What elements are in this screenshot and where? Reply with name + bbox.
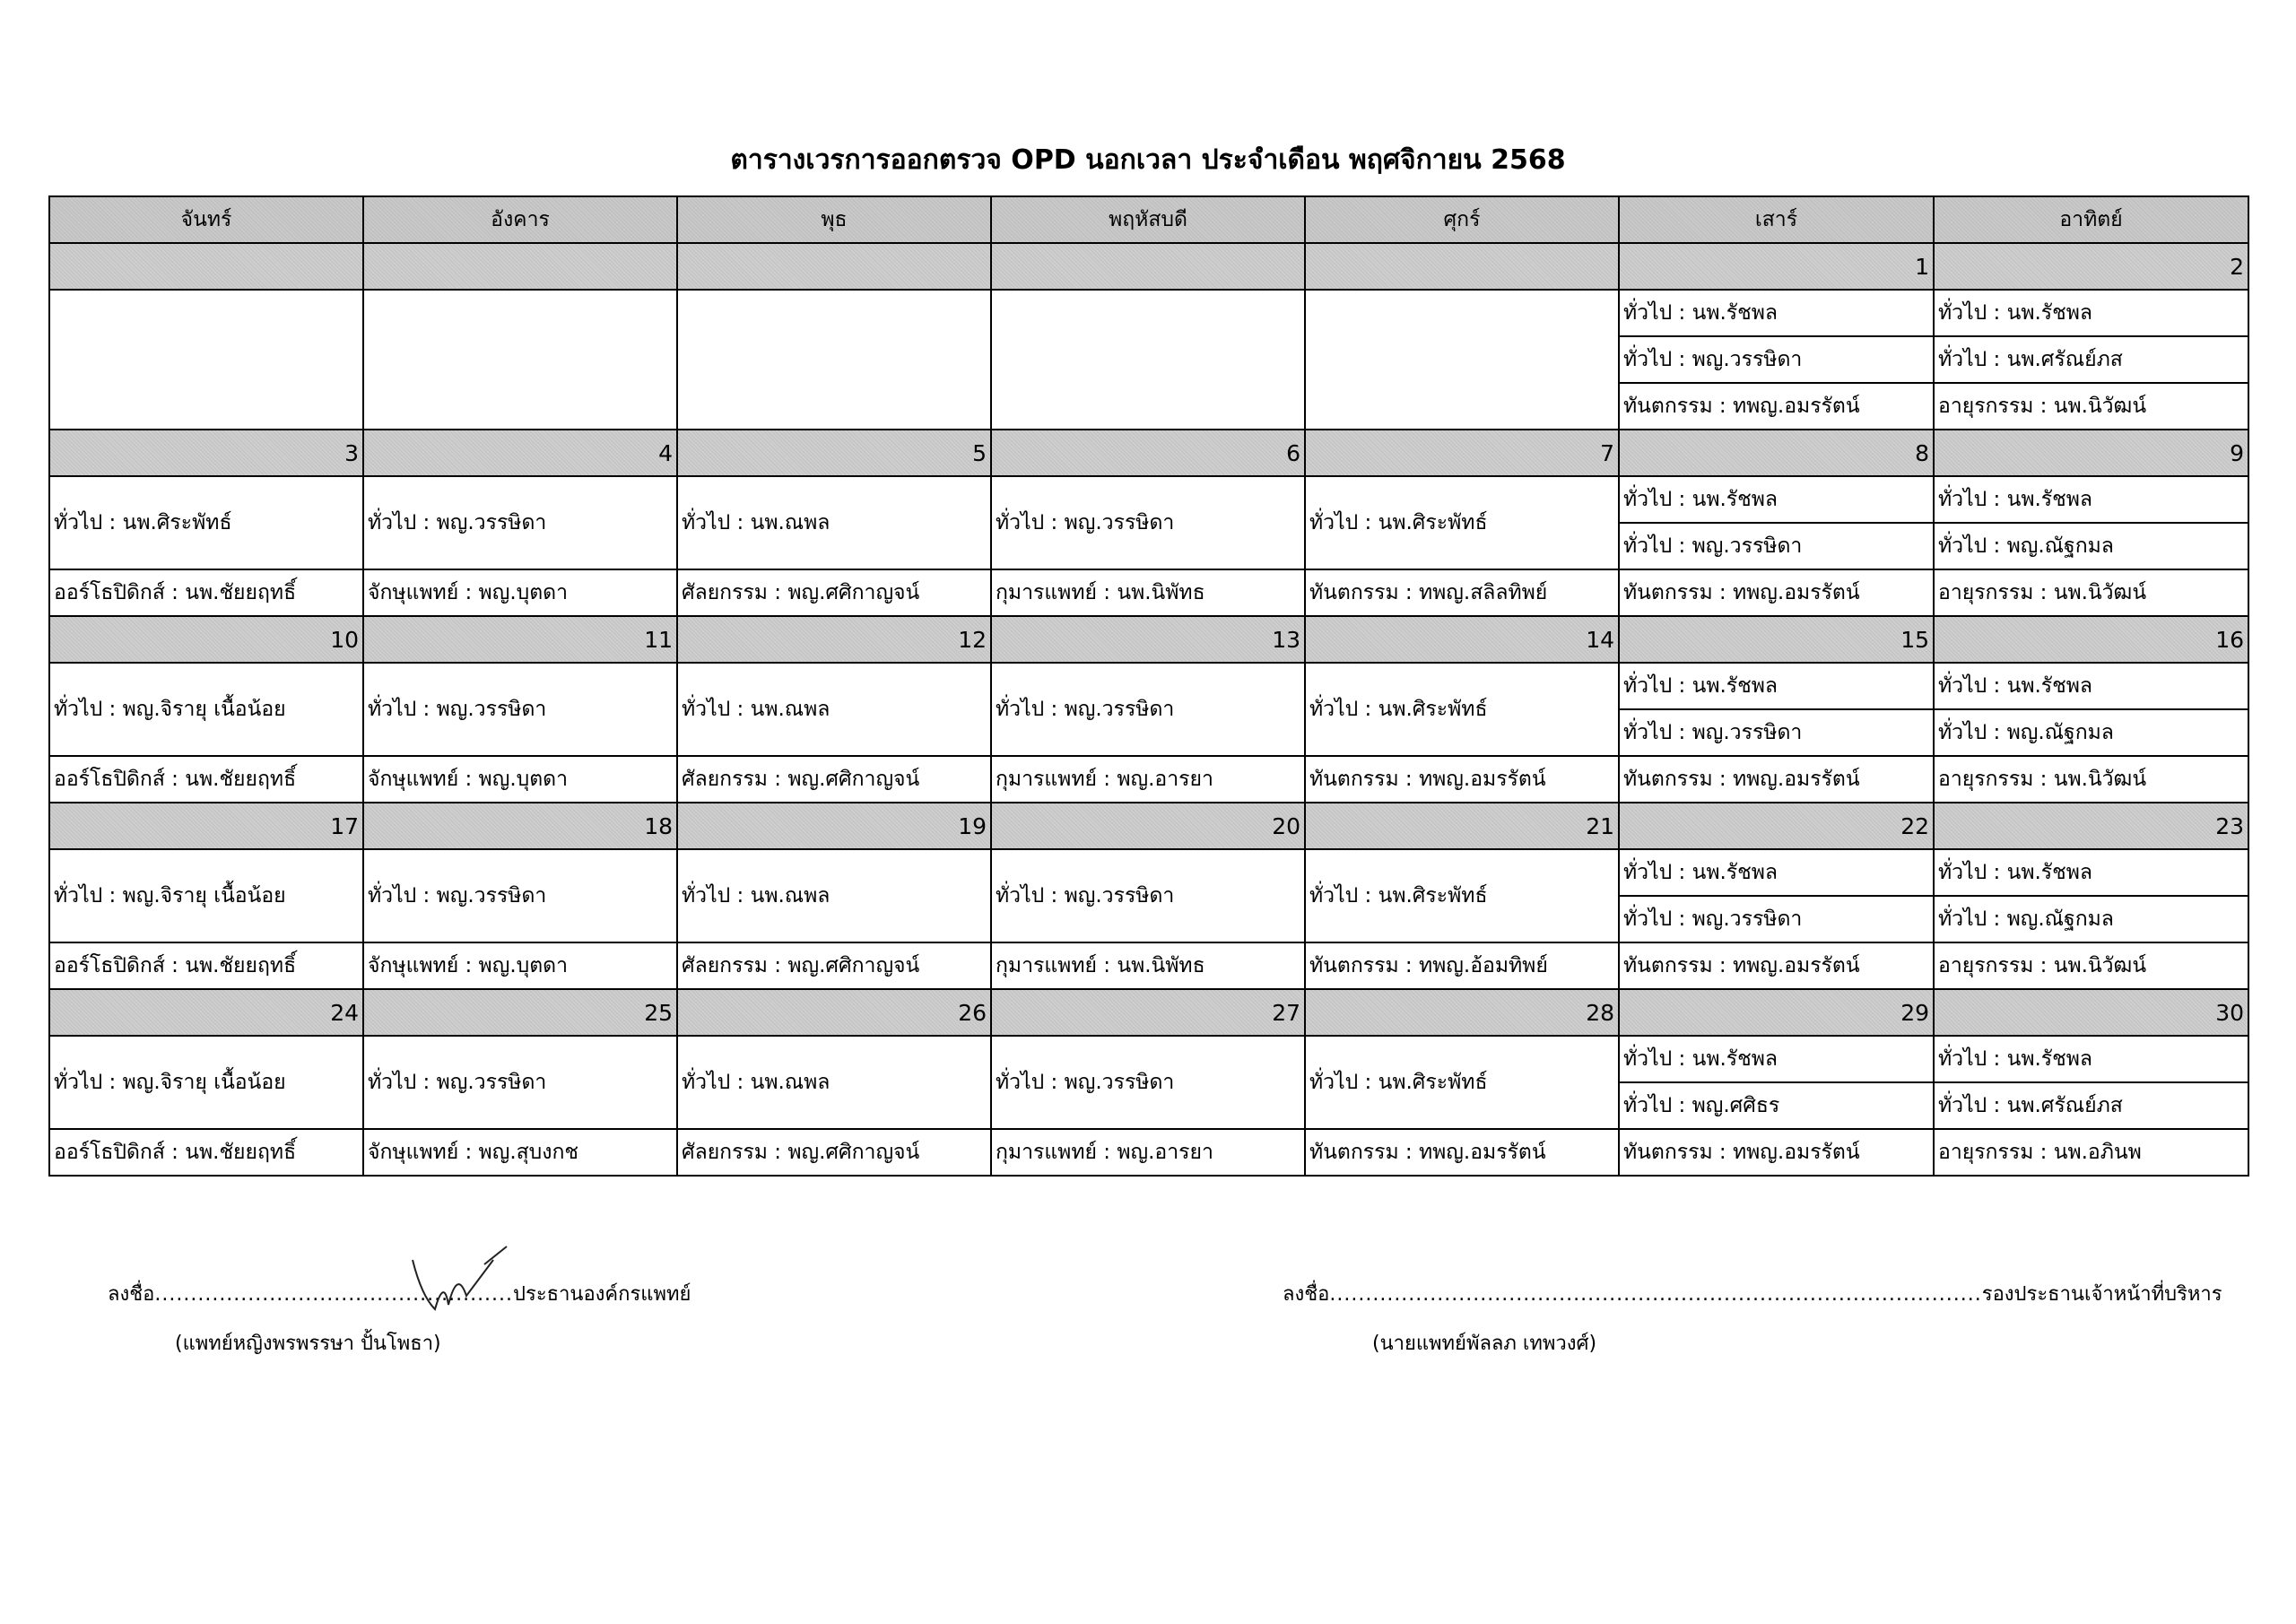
duty-cell: ทั่วไป : นพ.ศิระพัทธ์ — [49, 476, 363, 569]
page-title: ตารางเวรการออกตรวจ OPD นอกเวลา ประจำเดือน พฤศจิกายน 2568 — [730, 144, 1566, 176]
date-cell: 19 — [677, 803, 991, 849]
date-cell: 7 — [1305, 430, 1619, 476]
duty-cell: ทั่วไป : พญ.ณัฐกมล — [1934, 523, 2248, 569]
date-cell: 4 — [363, 430, 677, 476]
duty-cell: ทั่วไป : พญ.วรรษิดา — [1619, 709, 1934, 756]
duty-cell: ศัลยกรรม : พญ.ศศิกาญจน์ — [677, 756, 991, 803]
date-row — [49, 243, 2248, 290]
date-cell: 1 — [1619, 243, 1934, 290]
date-row — [49, 803, 2248, 849]
signature-dots: .................................................. — [154, 1283, 514, 1306]
date-cell: 21 — [1305, 803, 1619, 849]
empty-cell — [49, 290, 363, 430]
duty-cell: ทันตกรรม : ทพญ.อมรรัตน์ — [1619, 756, 1934, 803]
sign-label: ลงชื่อ — [1283, 1283, 1330, 1306]
duty-cell: ทันตกรรม : ทพญ.สลิลทิพย์ — [1305, 569, 1619, 616]
duty-cell: จักษุแพทย์ : พญ.บุตดา — [363, 756, 677, 803]
date-cell: 30 — [1934, 989, 2248, 1036]
signature-dots: ........................................................................................... — [1329, 1283, 1982, 1306]
signature-block-right — [1283, 1278, 2222, 1359]
duty-cell: ทั่วไป : นพ.ศิระพัทธ์ — [1305, 663, 1619, 756]
duty-cell: ทั่วไป : นพ.รัชพล — [1934, 290, 2248, 336]
duty-cell: อายุรกรรม : นพ.นิวัฒน์ — [1934, 942, 2248, 989]
date-cell — [991, 243, 1305, 290]
duty-cell: ทั่วไป : พญ.ณัฐกมล — [1934, 709, 2248, 756]
duty-cell: จักษุแพทย์ : พญ.บุตดา — [363, 569, 677, 616]
duty-cell: ทั่วไป : พญ.วรรษิดา — [363, 1036, 677, 1129]
date-cell: 18 — [363, 803, 677, 849]
handwritten-signature — [395, 1242, 520, 1323]
duty-cell: ทันตกรรม : ทพญ.อมรรัตน์ — [1619, 1129, 1934, 1176]
signer-name: (นายแพทย์พัลลภ เทพวงศ์) — [1372, 1333, 1597, 1355]
schedule-table — [48, 195, 2249, 1177]
empty-cell — [677, 290, 991, 430]
duty-cell: ทั่วไป : พญ.จิรายุ เนื้อน้อย — [49, 1036, 363, 1129]
duty-cell: ทั่วไป : นพ.รัชพล — [1619, 849, 1934, 896]
day-header-sun: อาทิตย์ — [1934, 196, 2248, 243]
day-header-wed: พุธ — [677, 196, 991, 243]
duty-cell: ทั่วไป : นพ.ณพล — [677, 476, 991, 569]
duty-cell: ทั่วไป : พญ.วรรษิดา — [1619, 896, 1934, 942]
duty-cell: ออร์โธปิดิกส์ : นพ.ชัยยฤทธิ์ — [49, 569, 363, 616]
date-cell: 14 — [1305, 616, 1619, 663]
duty-cell: ศัลยกรรม : พญ.ศศิกาญจน์ — [677, 569, 991, 616]
date-cell: 28 — [1305, 989, 1619, 1036]
day-header-tue: อังคาร — [363, 196, 677, 243]
duty-row — [49, 476, 2248, 523]
duty-cell: ศัลยกรรม : พญ.ศศิกาญจน์ — [677, 942, 991, 989]
duty-cell: ทันตกรรม : ทพญ.อมรรัตน์ — [1619, 942, 1934, 989]
duty-row — [49, 569, 2248, 616]
duty-cell: ทั่วไป : นพ.รัชพล — [1619, 476, 1934, 523]
duty-cell: อายุรกรรม : นพ.นิวัฒน์ — [1934, 569, 2248, 616]
duty-cell: ทั่วไป : พญ.วรรษิดา — [991, 1036, 1305, 1129]
duty-cell: ออร์โธปิดิกส์ : นพ.ชัยยฤทธิ์ — [49, 1129, 363, 1176]
duty-cell: ทันตกรรม : ทพญ.อมรรัตน์ — [1619, 383, 1934, 430]
duty-cell: อายุรกรรม : นพ.นิวัฒน์ — [1934, 383, 2248, 430]
signature-line-right — [1283, 1278, 2222, 1309]
empty-cell — [363, 290, 677, 430]
duty-cell: อายุรกรรม : นพ.นิวัฒน์ — [1934, 756, 2248, 803]
duty-cell: ทั่วไป : นพ.รัชพล — [1934, 1036, 2248, 1082]
empty-cell — [991, 290, 1305, 430]
date-cell: 13 — [991, 616, 1305, 663]
date-cell: 3 — [49, 430, 363, 476]
duty-row — [49, 756, 2248, 803]
duty-cell: ทั่วไป : นพ.รัชพล — [1934, 663, 2248, 709]
duty-row — [49, 1036, 2248, 1082]
duty-cell: ทั่วไป : พญ.วรรษิดา — [363, 849, 677, 942]
duty-row — [49, 1129, 2248, 1176]
duty-cell: ทันตกรรม : ทพญ.อ้อมทิพย์ — [1305, 942, 1619, 989]
day-header-sat: เสาร์ — [1619, 196, 1934, 243]
duty-cell: ทั่วไป : พญ.วรรษิดา — [991, 476, 1305, 569]
duty-row — [49, 849, 2248, 896]
sign-label: ลงชื่อ — [108, 1283, 155, 1306]
day-header-row — [49, 196, 2248, 243]
duty-cell: ทั่วไป : พญ.จิรายุ เนื้อน้อย — [49, 849, 363, 942]
duty-cell: ออร์โธปิดิกส์ : นพ.ชัยยฤทธิ์ — [49, 756, 363, 803]
duty-row — [49, 290, 2248, 336]
duty-cell: ทันตกรรม : ทพญ.อมรรัตน์ — [1619, 569, 1934, 616]
duty-cell: ทั่วไป : พญ.วรรษิดา — [1619, 336, 1934, 383]
date-cell: 8 — [1619, 430, 1934, 476]
duty-cell: กุมารแพทย์ : นพ.นิพัทธ — [991, 569, 1305, 616]
duty-cell: ทั่วไป : นพ.ศรัณย์ภส — [1934, 336, 2248, 383]
duty-cell: ทั่วไป : นพ.ณพล — [677, 1036, 991, 1129]
duty-cell: ทั่วไป : พญ.วรรษิดา — [363, 476, 677, 569]
duty-cell: ทั่วไป : พญ.วรรษิดา — [363, 663, 677, 756]
duty-cell: ทั่วไป : นพ.รัชพล — [1934, 849, 2248, 896]
date-cell: 22 — [1619, 803, 1934, 849]
date-cell: 15 — [1619, 616, 1934, 663]
date-cell: 27 — [991, 989, 1305, 1036]
date-cell: 25 — [363, 989, 677, 1036]
day-header-thu: พฤหัสบดี — [991, 196, 1305, 243]
date-cell: 29 — [1619, 989, 1934, 1036]
duty-cell: ทั่วไป : พญ.วรรษิดา — [991, 663, 1305, 756]
date-cell: 6 — [991, 430, 1305, 476]
duty-cell: ทันตกรรม : ทพญ.อมรรัตน์ — [1305, 756, 1619, 803]
date-cell — [49, 243, 363, 290]
date-cell: 5 — [677, 430, 991, 476]
duty-cell: ทั่วไป : นพ.ณพล — [677, 849, 991, 942]
date-cell: 9 — [1934, 430, 2248, 476]
duty-cell: อายุรกรรม : นพ.อภินพ — [1934, 1129, 2248, 1176]
duty-cell: ทั่วไป : นพ.ศรัณย์ภส — [1934, 1082, 2248, 1129]
date-row — [49, 430, 2248, 476]
duty-cell: ทันตกรรม : ทพญ.อมรรัตน์ — [1305, 1129, 1619, 1176]
duty-cell: ทั่วไป : นพ.ศิระพัทธ์ — [1305, 1036, 1619, 1129]
date-row — [49, 616, 2248, 663]
date-cell: 17 — [49, 803, 363, 849]
duty-row — [49, 663, 2248, 709]
duty-cell: ทั่วไป : พญ.วรรษิดา — [1619, 523, 1934, 569]
day-header-fri: ศุกร์ — [1305, 196, 1619, 243]
date-cell: 11 — [363, 616, 677, 663]
duty-cell: ทั่วไป : พญ.ศศิธร — [1619, 1082, 1934, 1129]
date-cell: 20 — [991, 803, 1305, 849]
duty-cell: จักษุแพทย์ : พญ.บุตดา — [363, 942, 677, 989]
duty-cell: ออร์โธปิดิกส์ : นพ.ชัยยฤทธิ์ — [49, 942, 363, 989]
date-cell: 23 — [1934, 803, 2248, 849]
duty-cell: ทั่วไป : นพ.ศิระพัทธ์ — [1305, 476, 1619, 569]
signer-position: ประธานองค์กรแพทย์ — [513, 1283, 691, 1306]
empty-cell — [1305, 290, 1619, 430]
duty-cell: ทั่วไป : นพ.รัชพล — [1934, 476, 2248, 523]
date-row — [49, 989, 2248, 1036]
duty-cell: ทั่วไป : นพ.รัชพล — [1619, 290, 1934, 336]
duty-cell: ทั่วไป : พญ.ณัฐกมล — [1934, 896, 2248, 942]
signature-section — [0, 1278, 2296, 1385]
duty-cell: ศัลยกรรม : พญ.ศศิกาญจน์ — [677, 1129, 991, 1176]
date-cell: 24 — [49, 989, 363, 1036]
duty-row — [49, 942, 2248, 989]
duty-cell: ทั่วไป : พญ.วรรษิดา — [991, 849, 1305, 942]
signer-position: รองประธานเจ้าหน้าที่บริหาร — [1981, 1283, 2222, 1306]
duty-cell: ทั่วไป : นพ.ณพล — [677, 663, 991, 756]
date-cell — [363, 243, 677, 290]
duty-cell: กุมารแพทย์ : พญ.อารยา — [991, 756, 1305, 803]
duty-cell: ทั่วไป : นพ.รัชพล — [1619, 1036, 1934, 1082]
signature-block-left — [108, 1278, 691, 1359]
date-cell: 26 — [677, 989, 991, 1036]
duty-cell: จักษุแพทย์ : พญ.สุบงกช — [363, 1129, 677, 1176]
duty-cell: กุมารแพทย์ : พญ.อารยา — [991, 1129, 1305, 1176]
date-cell — [1305, 243, 1619, 290]
duty-cell: กุมารแพทย์ : นพ.นิพัทธ — [991, 942, 1305, 989]
date-cell: 10 — [49, 616, 363, 663]
date-cell: 2 — [1934, 243, 2248, 290]
date-cell: 16 — [1934, 616, 2248, 663]
signer-name: (แพทย์หญิงพรพรรษา ปั้นโพธา) — [175, 1333, 441, 1355]
duty-cell: ทั่วไป : นพ.ศิระพัทธ์ — [1305, 849, 1619, 942]
duty-cell: ทั่วไป : นพ.รัชพล — [1619, 663, 1934, 709]
date-cell — [677, 243, 991, 290]
duty-cell: ทั่วไป : พญ.จิรายุ เนื้อน้อย — [49, 663, 363, 756]
date-cell: 12 — [677, 616, 991, 663]
day-header-mon: จันทร์ — [49, 196, 363, 243]
